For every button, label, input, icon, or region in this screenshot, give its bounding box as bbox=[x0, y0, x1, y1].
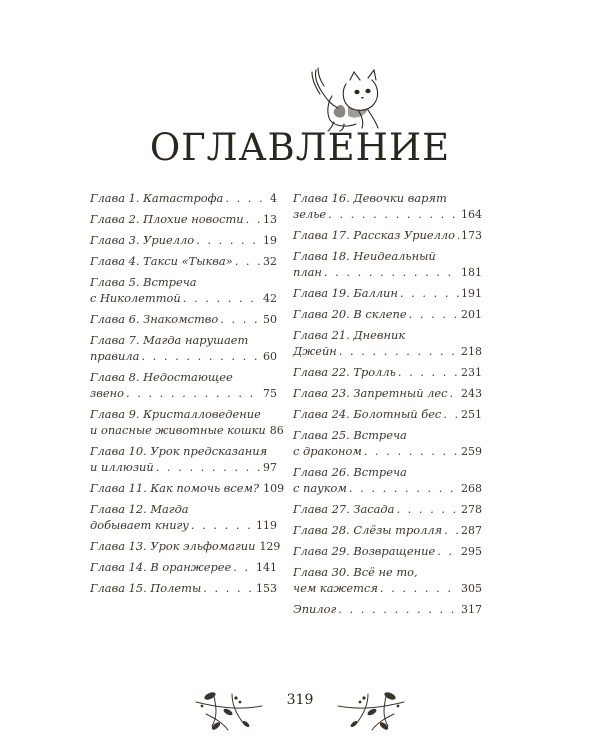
toc-chapter-title: добывает книгу bbox=[90, 518, 189, 532]
toc-page-number: 42 bbox=[263, 292, 277, 305]
toc-chapter-title: с драконом bbox=[293, 444, 362, 458]
toc-entry bbox=[293, 306, 482, 323]
toc-entry bbox=[90, 538, 281, 555]
dot-leader bbox=[220, 311, 261, 327]
dot-leader bbox=[338, 601, 459, 617]
toc-chapter-title: с Николеттой bbox=[90, 291, 181, 305]
toc-chapter-title: Глава 2. Плохие новости bbox=[90, 212, 244, 226]
toc-page-number: 19 bbox=[263, 234, 277, 247]
toc-line bbox=[293, 364, 482, 381]
page-title: ОГЛАВЛЕНИЕ bbox=[149, 126, 451, 169]
toc-page-number: 251 bbox=[461, 408, 482, 421]
toc-chapter-title: Глава 17. Рассказ Уриелло bbox=[293, 228, 455, 242]
toc-chapter-title: Глава 26. Встреча bbox=[293, 465, 407, 479]
toc-entry bbox=[90, 211, 277, 228]
toc-chapter-title: Глава 21. Дневник bbox=[293, 328, 406, 342]
dot-leader bbox=[233, 559, 254, 575]
dot-leader bbox=[126, 385, 261, 401]
toc-entry bbox=[293, 406, 482, 423]
toc-page-number: 173 bbox=[461, 229, 482, 242]
toc-page-number: 60 bbox=[263, 350, 277, 363]
toc-line bbox=[90, 559, 277, 576]
dot-leader bbox=[141, 348, 261, 364]
toc-entry bbox=[293, 564, 482, 597]
toc-chapter-title: Глава 1. Катастрофа bbox=[90, 191, 224, 205]
toc-line bbox=[90, 517, 277, 534]
toc-entry bbox=[90, 232, 277, 249]
toc-chapter-title: Глава 15. Полеты bbox=[90, 581, 202, 595]
dot-leader bbox=[183, 290, 261, 306]
toc-line bbox=[90, 459, 277, 476]
toc-line bbox=[293, 564, 482, 580]
toc-line bbox=[90, 422, 284, 439]
toc-line bbox=[90, 348, 277, 365]
toc-chapter-title: Глава 10. Урок предсказания bbox=[90, 444, 268, 458]
toc-entry bbox=[90, 501, 277, 534]
toc-line bbox=[293, 306, 482, 323]
toc-line bbox=[293, 264, 482, 281]
toc-page-number: 295 bbox=[461, 545, 482, 558]
toc-line bbox=[293, 248, 482, 264]
toc-line bbox=[293, 522, 482, 539]
toc-line bbox=[90, 211, 277, 228]
toc-page-number: 109 bbox=[263, 482, 285, 495]
toc-chapter-title: Глава 16. Девочки варят bbox=[293, 191, 447, 205]
dot-leader bbox=[398, 364, 459, 380]
toc-chapter-title: Глава 28. Слёзы тролля bbox=[293, 523, 443, 537]
toc-line bbox=[293, 543, 482, 560]
toc-chapter-title: Глава 29. Возвращение bbox=[293, 544, 436, 558]
dot-leader bbox=[203, 580, 254, 596]
toc-line bbox=[90, 480, 285, 497]
toc-entry bbox=[90, 406, 284, 439]
toc-chapter-title: Глава 8. Недостающее bbox=[90, 370, 233, 384]
dot-leader bbox=[246, 211, 261, 227]
toc-chapter-title: зелье bbox=[293, 207, 327, 221]
toc-page-number: 75 bbox=[263, 387, 277, 400]
toc-chapter-title: Глава 3. Уриелло bbox=[90, 233, 195, 247]
dot-leader bbox=[364, 443, 459, 459]
toc-chapter-title: и опасные животные кошки bbox=[90, 423, 266, 437]
toc-page-number: 278 bbox=[461, 503, 482, 516]
toc-chapter-title: Глава 6. Знакомство bbox=[90, 312, 219, 326]
dot-leader bbox=[444, 522, 459, 538]
toc-line bbox=[90, 385, 277, 402]
dot-leader bbox=[457, 227, 459, 243]
toc-line bbox=[293, 227, 482, 244]
toc-entry bbox=[293, 364, 482, 381]
toc-chapter-title: Глава 27. Засада bbox=[293, 502, 395, 516]
toc-line bbox=[293, 464, 482, 480]
toc-entry bbox=[293, 522, 482, 539]
toc-entry bbox=[293, 327, 482, 360]
toc-line bbox=[293, 601, 482, 618]
toc-line bbox=[90, 253, 277, 270]
toc-line bbox=[293, 343, 482, 360]
toc-page-number: 129 bbox=[259, 540, 281, 553]
toc-entry bbox=[90, 332, 277, 365]
toc-line bbox=[293, 406, 482, 423]
toc-chapter-title: Глава 30. Всё не то, bbox=[293, 565, 418, 579]
toc-entry bbox=[293, 464, 482, 497]
dot-leader bbox=[396, 501, 459, 517]
toc-line bbox=[293, 480, 482, 497]
toc-page-number: 119 bbox=[256, 519, 277, 532]
toc-page-number: 231 bbox=[461, 366, 482, 379]
dot-leader bbox=[196, 232, 261, 248]
toc-entry bbox=[293, 227, 482, 244]
toc-line bbox=[90, 290, 277, 307]
toc-line bbox=[90, 406, 277, 422]
toc-line bbox=[293, 385, 482, 402]
toc-page-number: 305 bbox=[461, 582, 482, 595]
toc-chapter-title: чем кажется bbox=[293, 581, 378, 595]
toc-page-number: 218 bbox=[461, 345, 482, 358]
toc-line bbox=[90, 190, 277, 207]
toc-chapter-title: Джейн bbox=[293, 344, 337, 358]
toc-line bbox=[90, 501, 277, 517]
toc-entry bbox=[90, 443, 277, 476]
dot-leader bbox=[225, 190, 268, 206]
toc-entry bbox=[90, 369, 277, 402]
toc-page-number: 287 bbox=[461, 524, 482, 537]
toc-entry bbox=[90, 311, 277, 328]
dot-leader bbox=[349, 480, 459, 496]
toc-line bbox=[90, 311, 277, 328]
dot-leader bbox=[328, 206, 459, 222]
toc-line bbox=[90, 580, 277, 597]
dot-leader bbox=[409, 306, 459, 322]
toc-line bbox=[293, 190, 482, 206]
toc-chapter-title: Глава 12. Магда bbox=[90, 502, 189, 516]
toc-page-number: 191 bbox=[461, 287, 482, 300]
toc-line bbox=[90, 443, 277, 459]
toc-page-number: 259 bbox=[461, 445, 482, 458]
toc-line bbox=[293, 327, 482, 343]
toc-chapter-title: Глава 25. Встреча bbox=[293, 428, 407, 442]
toc-chapter-title: с пауком bbox=[293, 481, 347, 495]
toc-chapter-title: Глава 14. В оранжерее bbox=[90, 560, 232, 574]
toc-page-number: 141 bbox=[256, 561, 277, 574]
kitten-illustration bbox=[302, 66, 390, 132]
toc-entry bbox=[90, 480, 285, 497]
toc-right-column bbox=[293, 190, 482, 622]
toc-page-number: 97 bbox=[263, 461, 277, 474]
toc-line bbox=[90, 538, 281, 555]
dot-leader bbox=[400, 285, 459, 301]
toc-chapter-title: Глава 23. Запретный лес bbox=[293, 386, 448, 400]
toc-chapter-title: Глава 24. Болотный бес bbox=[293, 407, 442, 421]
toc-page-number: 13 bbox=[263, 213, 277, 226]
toc-page-number: 164 bbox=[461, 208, 482, 221]
toc-page-number: 32 bbox=[263, 255, 277, 268]
toc-chapter-title: план bbox=[293, 265, 322, 279]
toc-chapter-title: Глава 4. Такси «Тыква» bbox=[90, 254, 233, 268]
toc-chapter-title: Глава 20. В склепе bbox=[293, 307, 407, 321]
toc-entry bbox=[293, 285, 482, 302]
dot-leader bbox=[156, 459, 261, 475]
toc-entry bbox=[90, 580, 277, 597]
toc-entry bbox=[293, 501, 482, 518]
toc-entry bbox=[90, 190, 277, 207]
toc-chapter-title: и иллюзий bbox=[90, 460, 154, 474]
toc-chapter-title: Эпилог bbox=[293, 602, 337, 616]
toc-page-number: 317 bbox=[461, 603, 482, 616]
dot-leader bbox=[443, 406, 459, 422]
dot-leader bbox=[191, 517, 254, 533]
dot-leader bbox=[380, 580, 459, 596]
toc-page-number: 153 bbox=[256, 582, 277, 595]
toc-entry bbox=[90, 253, 277, 270]
toc-page-number: 268 bbox=[461, 482, 482, 495]
toc-line bbox=[90, 232, 277, 249]
dot-leader bbox=[324, 264, 459, 280]
toc-line bbox=[90, 274, 277, 290]
toc-page-number: 243 bbox=[461, 387, 482, 400]
toc-entry bbox=[90, 559, 277, 576]
toc-line bbox=[293, 501, 482, 518]
toc-entry bbox=[293, 190, 482, 223]
page-number: 319 bbox=[286, 692, 314, 708]
toc-line bbox=[293, 285, 482, 302]
toc-entry bbox=[293, 248, 482, 281]
toc-chapter-title: Глава 7. Магда нарушает bbox=[90, 333, 249, 347]
toc-chapter-title: звено bbox=[90, 386, 124, 400]
toc-line bbox=[90, 332, 277, 348]
toc-chapter-title: Глава 9. Кристалловедение bbox=[90, 407, 261, 421]
dot-leader bbox=[437, 543, 459, 559]
toc-chapter-title: Глава 22. Тролль bbox=[293, 365, 396, 379]
toc-chapter-title: Глава 11. Как помочь всем? bbox=[90, 481, 260, 495]
toc-entry bbox=[293, 543, 482, 560]
toc-line bbox=[293, 206, 482, 223]
dot-leader bbox=[450, 385, 459, 401]
toc-entry bbox=[293, 427, 482, 460]
dot-leader bbox=[339, 343, 459, 359]
toc-chapter-title: правила bbox=[90, 349, 140, 363]
toc-left-column bbox=[90, 190, 285, 601]
toc-line bbox=[293, 443, 482, 460]
toc-chapter-title: Глава 18. Неидеальный bbox=[293, 249, 436, 263]
toc-entry bbox=[293, 601, 482, 618]
toc-chapter-title: Глава 5. Встреча bbox=[90, 275, 197, 289]
toc-line bbox=[293, 580, 482, 597]
dot-leader bbox=[235, 253, 261, 269]
toc-line bbox=[293, 427, 482, 443]
toc-page-number: 86 bbox=[269, 424, 284, 437]
toc-page-number: 50 bbox=[263, 313, 277, 326]
toc-page-number: 201 bbox=[461, 308, 482, 321]
toc-chapter-title: Глава 19. Баллин bbox=[293, 286, 398, 300]
toc-line bbox=[90, 369, 277, 385]
toc-entry bbox=[90, 274, 277, 307]
toc-page-number: 4 bbox=[270, 192, 277, 205]
toc-page-number: 181 bbox=[461, 266, 482, 279]
toc-entry bbox=[293, 385, 482, 402]
toc-chapter-title: Глава 13. Урок эльфомагии bbox=[90, 539, 256, 553]
